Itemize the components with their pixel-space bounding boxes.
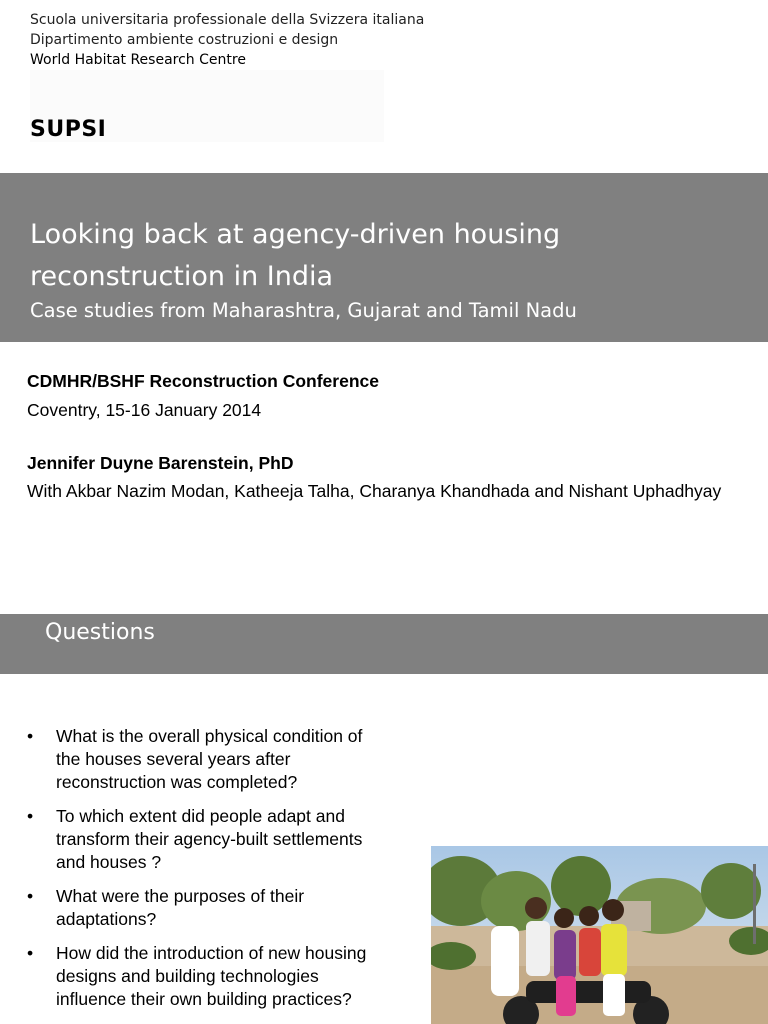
bullet-icon: • [27, 806, 34, 826]
page-title: Looking back at agency-driven housing reconstruction in India [30, 219, 561, 292]
conference-location-date: Coventry, 15-16 January 2014 [27, 400, 262, 420]
institution-line-1: Scuola universitaria professionale della Svizzera italiana [30, 12, 425, 28]
question-item [27, 725, 387, 794]
question-text: What is the overall physical condition of the houses several years after reconstruction was completed? [56, 726, 363, 792]
conference-name: CDMHR/BSHF Reconstruction Conference [27, 371, 379, 391]
institution-line-3: World Habitat Research Centre [30, 52, 246, 68]
institution-line-2: Dipartimento ambiente costruzioni e design [30, 32, 339, 48]
page-subtitle: Case studies from Maharashtra, Gujarat and Tamil Nadu [30, 299, 577, 322]
author-name: Jennifer Duyne Barenstein, PhD [27, 453, 294, 473]
question-item [27, 805, 387, 874]
question-text: What were the purposes of their adaptations? [56, 886, 305, 929]
photo-people-on-motorbike [431, 846, 768, 1024]
bullet-icon: • [27, 886, 34, 906]
question-item [27, 885, 387, 931]
question-text: How did the introduction of new housing designs and building technologies influence their own building practices? [56, 943, 367, 1009]
question-item [27, 942, 387, 1011]
questions-list [27, 725, 387, 1022]
institution-block [30, 10, 424, 70]
question-text: To which extent did people adapt and transform their agency-built settlements and houses ? [56, 806, 363, 872]
questions-heading: Questions [45, 620, 155, 645]
supsi-logo: SUPSI [30, 117, 107, 142]
coauthors: With Akbar Nazim Modan, Katheeja Talha, Charanya Khandhada and Nishant Uphadhyay [27, 481, 722, 501]
bullet-icon: • [27, 943, 34, 963]
bullet-icon: • [27, 726, 34, 746]
